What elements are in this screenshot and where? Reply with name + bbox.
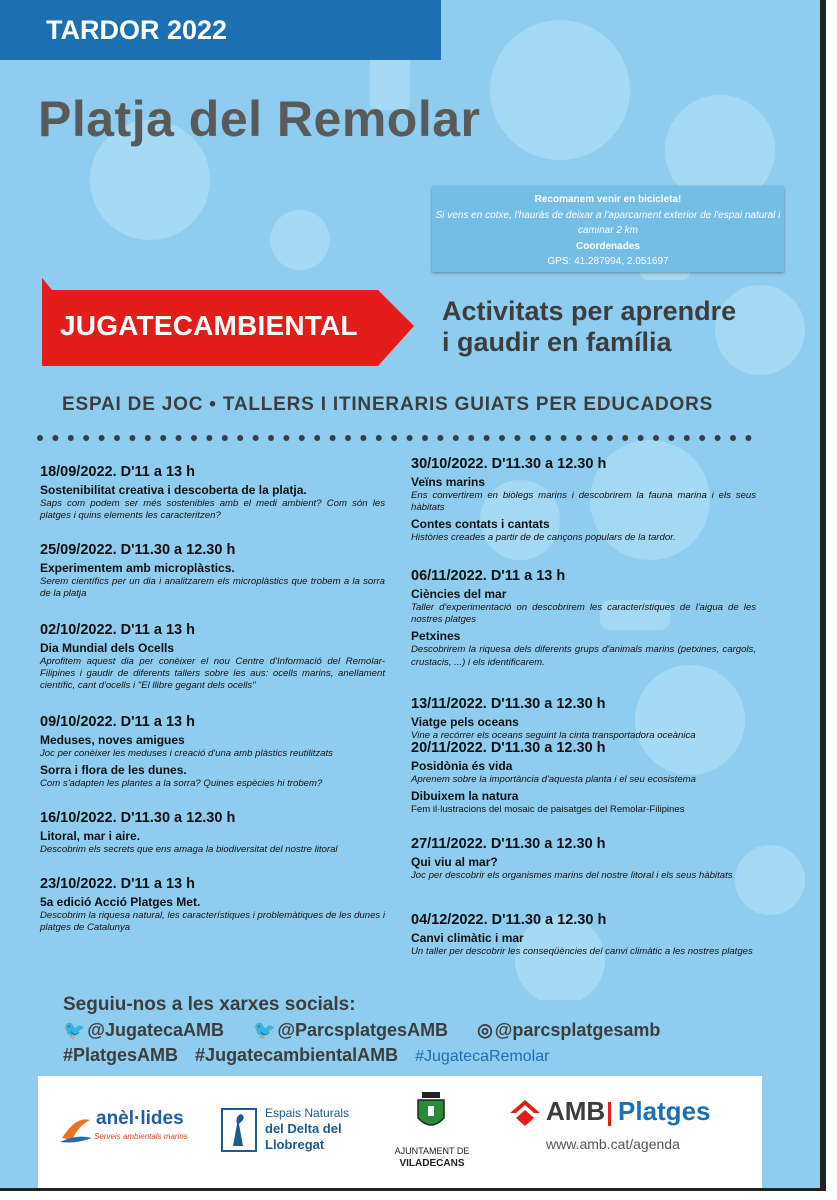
divider-dot [176, 435, 182, 441]
divider-dot [607, 435, 613, 441]
coordinates-label: Coordenades [576, 240, 640, 252]
divider-dot [376, 435, 382, 441]
divider-dot [391, 435, 397, 441]
event-description: Aprofitem aquest dia per conèixer el nou Centre d'Informació del Remolar-Filipines i gaudir de diferents tallers sobre les aus: ocells marins, anellament científic, cant d'ocells i "El llibre gegant dels ocells" [40, 656, 385, 692]
social-accounts [63, 1020, 684, 1041]
event-title: Meduses, noves amigues [40, 733, 185, 747]
event-date: 02/10/2022. D'11 a 13 h [40, 622, 196, 638]
event-description: Saps com podem ser més sostenibles amb el medi ambient? Com són les platges i quins elements les caracteritzen? [40, 498, 385, 522]
divider-dot [191, 435, 197, 441]
divider-dot [52, 435, 58, 441]
sponsor-logos [38, 1076, 762, 1188]
hashtag-jugateca-remolar[interactable]: #JugatecaRemolar [415, 1048, 550, 1065]
instagram-parcs[interactable] [477, 1020, 672, 1040]
divider-dot [684, 435, 690, 441]
amb-platges-logo [510, 1096, 750, 1166]
event-description: Un taller per descobrir les conseqüències del canvi climàtic a les nostres platges [411, 946, 753, 957]
viladecans-logo [382, 1092, 482, 1182]
divider-dot [160, 435, 166, 441]
divider-dot [407, 435, 413, 441]
divider-dot [730, 435, 736, 441]
event-title: Veïns marins [411, 475, 486, 489]
event-title: Experimentem amb microplàstics. [40, 561, 235, 575]
page-edge-bottom [0, 1188, 826, 1191]
divider-dot [360, 435, 366, 441]
social-title: Seguiu-nos a les xarxes socials: [63, 994, 356, 1015]
event-block [411, 568, 756, 669]
divider-dot [129, 435, 135, 441]
amb-divider [608, 1102, 611, 1126]
divider-dot [622, 435, 628, 441]
divider-dot [222, 435, 228, 441]
divider-dot [699, 435, 705, 441]
event-title: Sostenibilitat creativa i descoberta de la platja. [40, 483, 307, 497]
event-block [411, 456, 756, 545]
divider-dot [283, 435, 289, 441]
event-block [40, 714, 385, 790]
event-block [40, 876, 385, 934]
event-title: Petxines [411, 629, 461, 644]
amb-agenda-link[interactable]: www.amb.cat/agenda [546, 1136, 680, 1152]
subtitle: ESPAI DE JOC • TALLERS I ITINERARIS GUIATS PER EDUCADORS [62, 394, 714, 415]
divider-dot [422, 435, 428, 441]
event-block [411, 912, 756, 958]
gps-coordinates: GPS: 41.287994, 2.051697 [547, 256, 669, 267]
divider-dot [345, 435, 351, 441]
divider-dot [99, 435, 105, 441]
instagram-handle: @parcsplatgesamb [494, 1020, 661, 1040]
tagline-line-1: Activitats per aprendre [442, 296, 737, 326]
espais-line-1: Espais Naturals [265, 1106, 350, 1120]
amb-mark-icon [510, 1100, 540, 1126]
divider-dot [437, 435, 443, 441]
espais-line-2: del Delta del [265, 1121, 342, 1136]
anellides-icon [58, 1112, 94, 1146]
event-description: Joc per conèixer les meduses i creació d'una amb plàstics reutilitzats [40, 748, 333, 759]
divider-dot [484, 435, 490, 441]
event-description: Joc per descobrir els organismes marins del nostre litoral i els seus hàbitats [411, 870, 733, 881]
espais-naturals-logo [221, 1106, 361, 1156]
page-title: Platja del Remolar [38, 91, 481, 147]
event-title: Litoral, mar i aire. [40, 829, 141, 843]
ajuntament-line-1: AJUNTAMENT DE [394, 1146, 470, 1156]
divider-dot [591, 435, 597, 441]
divider-dot [68, 435, 74, 441]
season-banner: TARDOR 2022 [0, 0, 441, 60]
event-block [40, 622, 385, 693]
event-date: 04/12/2022. D'11.30 a 12.30 h [411, 912, 607, 928]
parking-note: Si vens en cotxe, l'hauràs de deixar a l'aparcament exterior de l'espai natural i caminar 2 km [435, 209, 781, 236]
divider-dot [145, 435, 151, 441]
event-title: Ciències del mar [411, 587, 507, 601]
event-date: 23/10/2022. D'11 a 13 h [40, 876, 196, 892]
event-description: Descobrim la riquesa natural, les característiques i problemàtiques de les dunes i platges de Catalunya [40, 910, 386, 934]
divider-dot [668, 435, 674, 441]
event-description: Serem científics per un dia i analitzarem els microplàstics que trobem a la sorra de la platja [40, 576, 385, 600]
badge-label: JUGATECAMBIENTAL [60, 310, 358, 341]
hashtag-platges[interactable]: #PlatgesAMB [63, 1045, 179, 1065]
event-date: 27/11/2022. D'11.30 a 12.30 h [411, 836, 606, 852]
event-block [411, 696, 756, 742]
jugatecambiental-badge [38, 278, 414, 368]
event-date: 16/10/2022. D'11.30 a 12.30 h [40, 810, 236, 826]
event-title: Sorra i flora de les dunes. [40, 763, 187, 778]
divider-dot [530, 435, 536, 441]
event-description: Taller d'experimentació on descobrirem les característiques de l'aigua de les nostres platges [411, 602, 756, 626]
event-block [411, 836, 756, 882]
tagline-line-2: i gaudir en família [442, 327, 672, 357]
divider-dot [206, 435, 212, 441]
dotted-divider [36, 431, 756, 445]
event-title: Contes contats i cantats [411, 517, 550, 532]
event-date: 30/10/2022. D'11.30 a 12.30 h [411, 456, 607, 472]
event-date: 25/09/2022. D'11.30 a 12.30 h [40, 542, 236, 558]
event-block [40, 810, 385, 856]
anellides-logo [58, 1108, 208, 1154]
event-title: Posidònia és vida [411, 759, 513, 773]
event-block [411, 740, 756, 816]
coat-of-arms-icon [416, 1092, 446, 1132]
event-date: 18/09/2022. D'11 a 13 h [40, 464, 196, 480]
info-box [432, 186, 784, 272]
twitter-handle-2: @ParcsplatgesAMB [277, 1020, 449, 1040]
bike-recommendation: Recomanem venir en bicicleta! [534, 194, 682, 205]
social-section [63, 994, 684, 1066]
event-description: Vine a recórrer els oceans seguint la cinta transportadora oceànica [411, 730, 696, 741]
event-block [40, 464, 385, 522]
instagram-icon: ◎ [477, 1020, 493, 1040]
platges-wordmark: Platges [618, 1096, 711, 1126]
anellides-tagline: Serveis ambientals marins [94, 1132, 188, 1141]
event-date: 06/11/2022. D'11 a 13 h [411, 568, 566, 584]
divider-dot [83, 435, 89, 441]
divider-dot [268, 435, 274, 441]
divider-dot [468, 435, 474, 441]
divider-dot [561, 435, 567, 441]
hashtag-jugatecambiental[interactable]: #JugatecambientalAMB [195, 1045, 399, 1065]
espais-line-3: Llobregat [265, 1137, 325, 1152]
event-description: Descobrirem la riquesa dels diferents grups d'animals marins (petxines, cargols, crustacis, ...) i els identificarem. [411, 644, 756, 668]
tagline [442, 296, 736, 358]
event-title: 5a edició Acció Platges Met. [40, 895, 201, 909]
divider-dot [745, 435, 751, 441]
divider-dot [514, 435, 520, 441]
divider-dot [576, 435, 582, 441]
heron-icon [221, 1108, 257, 1152]
divider-dot [253, 435, 259, 441]
divider-dot [330, 435, 336, 441]
event-block [40, 542, 385, 600]
divider-dot [499, 435, 505, 441]
twitter-handle-1: @JugatecaAMB [87, 1020, 225, 1040]
divider-dot [237, 435, 243, 441]
anellides-name: anèl·lides [96, 1108, 184, 1129]
twitter-icon: 🐦 [63, 1020, 86, 1040]
twitter-icon: 🐦 [253, 1020, 276, 1040]
event-description: Ens convertirem en biòlegs marins i descobrirem la fauna marina i els seus hàbitats [411, 490, 756, 514]
event-description: Descobrim els secrets que ens amaga la biodiversitat del nostre litoral [40, 844, 338, 855]
ajuntament-line-2: VILADECANS [399, 1158, 465, 1169]
event-date: 13/11/2022. D'11.30 a 12.30 h [411, 696, 606, 712]
event-description: Aprenem sobre la importància d'aquesta planta i el seu ecosistema [411, 774, 697, 785]
amb-wordmark: AMB [546, 1096, 606, 1126]
event-title: Dia Mundial dels Ocells [40, 641, 175, 655]
divider-dot [715, 435, 721, 441]
event-date: 09/10/2022. D'11 a 13 h [40, 714, 196, 730]
page-edge-right [820, 0, 826, 1188]
divider-dot [299, 435, 305, 441]
event-description: Com s'adapten les plantes a la sorra? Quines espècies hi trobem? [40, 778, 323, 790]
divider-dot [545, 435, 551, 441]
divider-dot [314, 435, 320, 441]
event-description: Històries creades a partir de de cançons populars de la tardor. [411, 532, 676, 544]
divider-dot [114, 435, 120, 441]
event-date: 20/11/2022. D'11.30 a 12.30 h [411, 740, 606, 756]
hashtags [63, 1045, 684, 1066]
twitter-jugateca[interactable] [63, 1020, 236, 1040]
event-description: Fem il·lustracions del mosaic de paisatges del Remolar-Filipines [411, 804, 685, 816]
divider-dot [653, 435, 659, 441]
divider-dot [37, 435, 43, 441]
twitter-parcs[interactable] [253, 1020, 460, 1040]
event-title: Viatge pels oceans [411, 715, 519, 729]
event-title: Dibuixem la natura [411, 789, 519, 804]
event-title: Qui viu al mar? [411, 855, 498, 869]
divider-dot [453, 435, 459, 441]
divider-dot [638, 435, 644, 441]
event-title: Canvi climàtic i mar [411, 931, 524, 945]
